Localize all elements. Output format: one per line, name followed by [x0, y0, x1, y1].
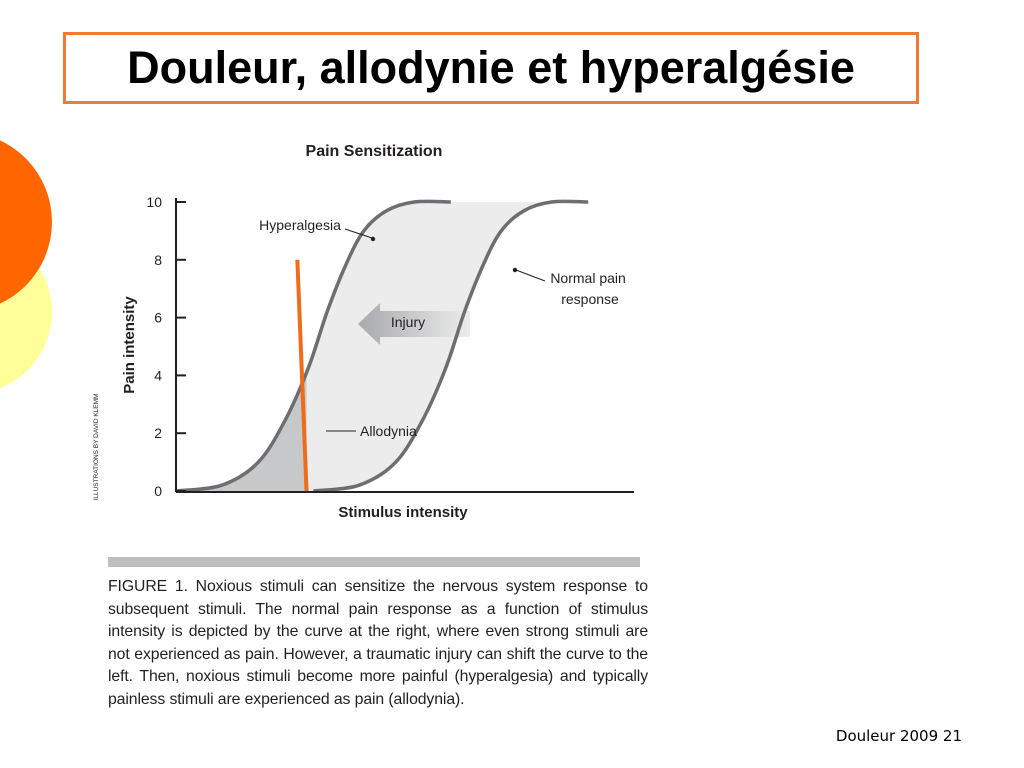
normal-pain-annotation	[513, 268, 630, 307]
y-tick-label: 6	[154, 309, 162, 326]
slide-footer: Douleur 2009 21	[835, 727, 962, 745]
illustration-credit: ILLUSTRATIONS BY DAVID KLEMM	[93, 393, 100, 501]
shifted-region	[176, 201, 588, 491]
figure-caption: FIGURE 1. Noxious stimuli can sensitize the nervous system response to subsequent stimuli. The normal pain response as a function of stimulus intensity is depicted by the curve at the right, where even strong stimuli are not experienced as pain. However, a traumatic injury can shift the curve to the left. Then, noxious stimuli become more painful (hyperalgesia) and typically painless stimuli are experienced as pain (allodynia).	[108, 578, 648, 708]
slide-title-box	[63, 32, 919, 104]
y-tick-label: 10	[146, 194, 162, 210]
slide-title: Douleur, allodynie et hyperalgésie	[127, 42, 855, 93]
hyperalgesia-leader-dot	[371, 237, 375, 241]
y-tick-label: 4	[154, 367, 162, 384]
chart-title: Pain Sensitization	[305, 143, 443, 160]
y-tick-label: 8	[154, 251, 162, 268]
figure-separator-bar	[108, 557, 640, 567]
y-axis-label: Pain intensity	[121, 296, 138, 394]
y-tick-label: 2	[154, 425, 162, 442]
normal-pain-label: Normal pain response	[550, 270, 626, 307]
injury-label: Injury	[390, 314, 426, 330]
allodynia-label: Allodynia	[360, 423, 417, 439]
y-axis-ticks	[146, 194, 186, 499]
allodynia-region	[176, 372, 307, 491]
y-tick-label: 0	[154, 483, 162, 499]
decorative-circles	[0, 0, 60, 400]
pain-sensitization-figure	[86, 128, 646, 578]
normal-pain-leader-dot	[513, 268, 517, 272]
hyperalgesia-label: Hyperalgesia	[259, 217, 341, 233]
x-axis-label: Stimulus intensity	[338, 504, 468, 521]
normal-pain-leader	[516, 270, 545, 281]
